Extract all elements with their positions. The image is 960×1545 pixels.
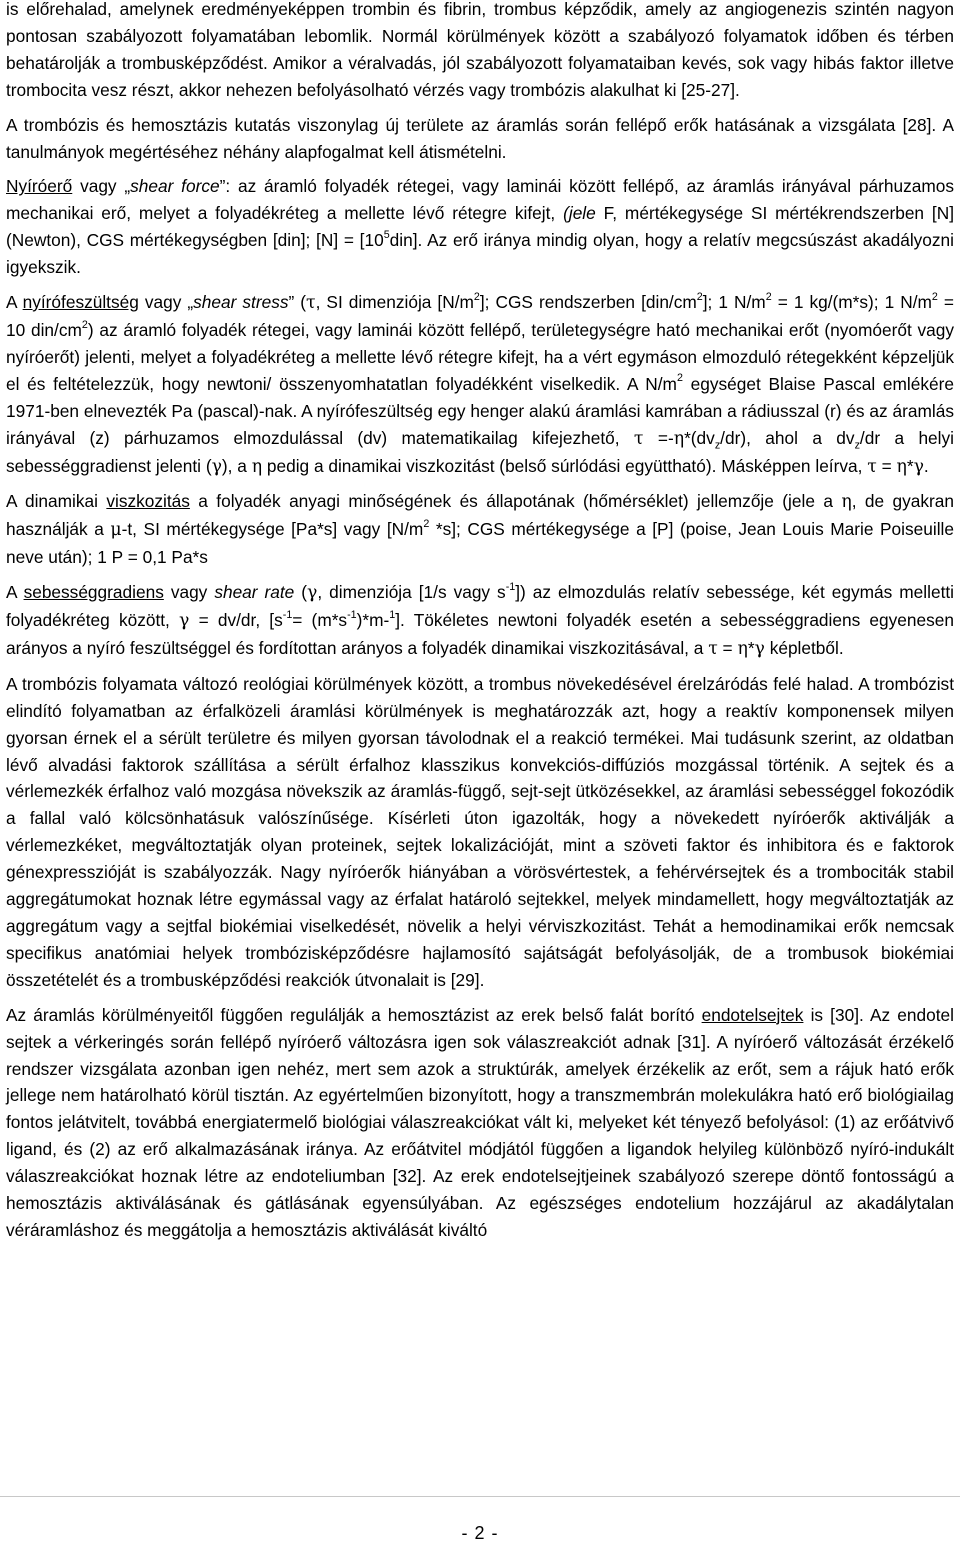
- tau-symbol: τ: [708, 638, 718, 659]
- text: Az áramlás körülményeitől függően regulálják a hemosztázist az erek belső falát borító: [6, 1004, 702, 1025]
- exponent: -1: [347, 608, 357, 621]
- tau-symbol: τ: [867, 456, 877, 477]
- tau-symbol: τ: [633, 428, 644, 449]
- exponent: 2: [423, 517, 430, 530]
- text: =: [876, 455, 897, 476]
- text: -t, SI mértékegysége [Pa*s] vagy [N/m: [121, 519, 424, 540]
- text: )*m-: [356, 610, 390, 631]
- text: ), a: [221, 455, 252, 476]
- page-number: - 2 -: [461, 1523, 499, 1543]
- text: = 1 kg/(m*s); 1 N/m: [771, 292, 932, 313]
- exponent: 5: [383, 228, 390, 241]
- text: (: [294, 582, 308, 603]
- term-english: shear force: [130, 176, 220, 197]
- gamma-symbol: γ: [179, 611, 190, 632]
- paragraph: [6, 0, 954, 104]
- eta-symbol: η: [737, 638, 748, 659]
- text: *: [747, 637, 755, 658]
- term-viszkozitas: viszkozitás: [106, 491, 190, 512]
- subscript: z: [854, 439, 860, 452]
- exponent: -1: [505, 580, 516, 593]
- text: .: [923, 455, 929, 476]
- text: F, mértékegysége SI mértékrendszerben [N] (Newton), CGS mértékegységben [din]; [N] = [10: [6, 203, 954, 251]
- text: A: [6, 292, 23, 313]
- text: ]; CGS rendszerben [din/cm: [479, 292, 697, 313]
- text: *s]; CGS mértékegysége a [P] (poise, Jean Louis Marie Poiseuille neve után); 1 P = 0,1 Pa*s: [6, 519, 954, 568]
- text: vagy: [163, 582, 215, 603]
- exponent: -1: [282, 608, 293, 621]
- term-english: shear rate: [214, 582, 295, 603]
- exponent: 2: [696, 290, 703, 303]
- paragraph-nyiroero: [6, 173, 954, 281]
- gamma-symbol: γ: [754, 638, 765, 659]
- text: egységet Blaise Pascal emlékére 1971-ben elnevezték Pa (pascal)-nak. A nyírófeszültség egy henger alakú áramlási kamrában a rádiusszal (r) és az áramlás irányával (z) párhuzamos elmozdulással (dv) matematikailag kifejezhető,: [6, 373, 954, 448]
- eta-symbol: η: [896, 456, 907, 477]
- text: ” (: [288, 292, 307, 313]
- subscript: z: [714, 439, 721, 452]
- paragraph-nyirofeszultseg: [6, 289, 954, 480]
- paragraph-viszkozitas: [6, 488, 954, 571]
- text: A trombózis és hemosztázis kutatás viszonylag új területe az áramlás során fellépő erők hatásának a vizsgálata [28]. A tanulmányok megértéséhez néhány alapfogalmat kell átismételni.: [6, 114, 954, 162]
- eta-symbol: η: [673, 428, 685, 449]
- eta-symbol: η: [841, 492, 852, 513]
- gamma-symbol: γ: [211, 456, 222, 477]
- text: is előrehalad, amelynek eredményeképpen trombin és fibrin, trombus képződik, amely az angiogenezis szintén nagyon pontosan szabályozott folyamatában lebomlik. Normál körülmények között a szabályozó folyamatok időben és térben behatárolják a trombusképződést. Amikor a véralvadás, jól szabályozott folyamataiban kevés, sok vagy hibás faktor illetve trombocita vesz részt, akkor nehezen befolyásolható vérzés vagy trombózis alakulhat ki [25-27].: [6, 0, 954, 100]
- term-nyirofeszultseg: nyírófeszültség: [22, 292, 139, 313]
- text: , de gyakran használják a: [6, 491, 954, 540]
- text: vagy „: [72, 176, 131, 197]
- text: din]. Az erő iránya mindig olyan, hogy a relatív megcsúszást akadályozni igyekszik.: [6, 230, 954, 278]
- exponent: 1: [389, 608, 396, 621]
- text: a folyadék anyagi minőségének és állapotának (hőmérséklet) jellemzője (jele a: [189, 491, 842, 512]
- exponent: 2: [931, 290, 938, 303]
- text: =-: [643, 427, 674, 448]
- text: ) az áramló folyadék rétegei, vagy laminái között fellépő, területegységre ható mechanikai erőt (nyomóerőt vagy nyíróerőt) jelenti, melyet a folyadékréteg a mellette lévő rétegre kifejt, ha a vért egymáson elmozduló rétegekként képzeljük el és feltételezzük, hogy newtoni/ összenyomhatatlan folyadékként viselkedik. A N/m: [6, 319, 954, 394]
- document-body: [6, 0, 954, 1252]
- paragraph-sebessegradiens: [6, 579, 954, 663]
- text: is [30]. Az endotel sejtek a vérkeringés során fellépő nyíróerő változásra igen sok válaszreakciót adnak [31]. A nyíróerő változását érzékelő rendszer vizsgálata azonban igen nehéz, mert sem azok a struktúrák, amelyek érzékelik az erőt, sem a rájuk ható erők jellege nem határolható körül tisztán. Az egyértelműen bizonyított, hogy a transzmembrán molekulákra ható erő biológiailag fontos jelátvitelt, továbbá energiatermelő biológiai válaszreakciókat vált ki, melyeket két tényező befolyásol: (1) az erőátvivő ligand, és (2) az erő alkalmazásának iránya. Az erőátvitel módjától függően a ligandok helyileg különböző nyíró-indukált válaszreakciókat hoznak létre az endoteliumban [32]. Az erek endotelsejtjeinek szabályozó szerepe döntő fontosságú a hemosztázis aktiválásának és gátlásának egyensúlyában. Az egészséges endotelium hozzájárul az akadálytalan véráramláshoz és meggátolja a hemosztázis aktiválását kiváltó: [6, 1004, 954, 1240]
- text: (jele: [563, 203, 596, 224]
- term-endotelsejtek: endotelsejtek: [701, 1004, 804, 1025]
- text: = 10 din/cm: [6, 292, 955, 340]
- text: ]) az elmozdulás relatív sebessége, két egymás melletti folyadékréteg között,: [6, 582, 955, 631]
- exponent: 2: [765, 290, 772, 303]
- text: ]; 1 N/m: [702, 292, 766, 313]
- exponent: 2: [81, 318, 88, 331]
- mu-symbol: μ: [110, 520, 122, 541]
- text: =: [717, 637, 738, 658]
- exponent: 2: [676, 372, 683, 385]
- text: képletből.: [764, 637, 844, 658]
- text: ]. Tökéletes newtoni folyadék esetén a sebességgradiens egyenesen arányos a nyíró feszültséggel és fordítottan arányos a folyadék dinamikai viszkozitásával, a: [6, 610, 954, 658]
- text: A: [6, 582, 24, 603]
- term-english: shear stress: [193, 292, 289, 313]
- text: *(dv: [684, 427, 715, 448]
- exponent: 2: [473, 290, 480, 303]
- text: = (m*s: [292, 610, 348, 631]
- text: /dr a helyi sebességgradienst jelenti (: [6, 427, 954, 476]
- term-sebessegradiens: sebességgradiens: [23, 582, 164, 603]
- text: vagy „: [138, 292, 194, 313]
- text: *: [906, 455, 914, 476]
- paragraph-endotel: [6, 1002, 954, 1244]
- text: /dr), ahol a dv: [720, 427, 855, 448]
- paragraph: [6, 112, 954, 166]
- text: ”: az áramló folyadék rétegei, vagy laminái között fellépő, az áramlás irányával párhuzamos mechanikai erő, melyet a folyadékréteg a mellette lévő rétegre kifejt,: [6, 176, 954, 224]
- footer-divider: [0, 1496, 960, 1497]
- tau-symbol: τ: [306, 293, 316, 314]
- eta-symbol: η: [251, 456, 263, 477]
- term-nyiroero: Nyíróerő: [6, 176, 73, 197]
- text: = dv/dr, [s: [189, 610, 283, 631]
- text: pedig a dinamikai viszkozitást (belső súrlódási együttható). Másképpen leírva,: [262, 455, 868, 476]
- text: , SI dimenziója [N/m: [315, 292, 474, 313]
- text: A dinamikai: [6, 491, 107, 512]
- gamma-symbol: γ: [913, 456, 924, 477]
- text: , dimenziója [1/s vagy s: [317, 582, 506, 603]
- gamma-symbol: γ: [307, 583, 318, 604]
- paragraph-trombozis: [6, 671, 954, 994]
- text: A trombózis folyamata változó reológiai körülmények között, a trombus növekedésével érelzáródás felé halad. A trombózist elindító folyamatban az érfalközeli áramlási körülmények is meghatározzák azt, hogy a reaktív komponensek milyen gyorsan érnek el a sérült területre és milyen gyorsan távolodnak el a reakció termékei. Mai tudásunk szerint, az oldatban lévő alvadási faktorok szállítása a sérült érfalhoz klasszikus konvekciós-diffúziós mozgással történik. A sejtek és a vérlemezkék érfalhoz való mozgása növekszik az áramlás-függő, sejt-sejt ütközésekkel, az áramlási sebességgel fokozódik a fallal való kölcsönhatásuk valószínűsége. Kísérleti úton igazolták, hogy a növekedett nyíróerők aktiválják a vérlemezkéket, megváltoztatják olyan proteinek, sejtek lokalizációját, mint a szöveti faktor és inhibitora és e faktorok génexpresszióját is szabályozzák. Nagy nyíróerők hiányában a vörösvértestek, a fehérvérsejtek és a trombociták stabil aggregátumokat hoznak létre egymással vagy az érfalat határoló sejtekkel, melyek mindamellett, hogy megváltoztatják az aggregátum vagy a sejtfal biokémiai viselkedését, növelik a helyi vérviszkozitást. Tehát a hemodinamikai erők nemcsak specifikus anatómiai helyek trombózisképződésre hajlamosító sajátságát befolyásolják, de a trombusok biokémiai összetételét és a trombusképződési reakciók útvonalait is [29].: [6, 673, 954, 990]
